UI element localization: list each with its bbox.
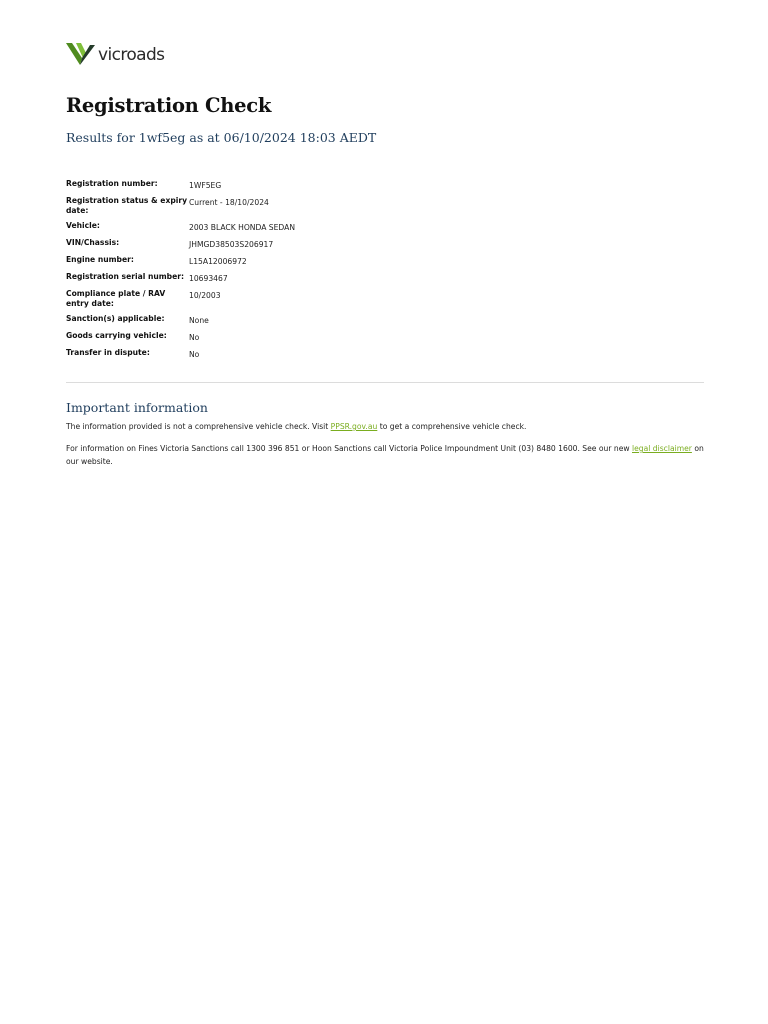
detail-label: Transfer in dispute:: [66, 348, 150, 357]
detail-value: No: [189, 350, 200, 359]
detail-row-transfer-dispute: [66, 348, 466, 360]
detail-value: Current - 18/10/2024: [189, 198, 269, 207]
registration-details: [66, 179, 466, 365]
detail-label: Registration number:: [66, 179, 158, 188]
vicroads-chevron-icon: [66, 41, 96, 67]
detail-value: JHMGD38503S206917: [189, 240, 274, 249]
detail-row-sanctions: [66, 314, 466, 326]
important-information-heading: Important information: [66, 400, 208, 415]
detail-row-vin: [66, 238, 466, 250]
detail-row-registration-number: [66, 179, 466, 191]
results-subtitle: Results for 1wf5eg as at 06/10/2024 18:03 AEDT: [66, 130, 377, 145]
detail-label: Compliance plate / RAV entry date:: [66, 289, 166, 308]
detail-label: Registration serial number:: [66, 272, 185, 281]
detail-label: Registration status & expiry date:: [66, 196, 188, 215]
para2-text-before: For information on Fines Victoria Sanctions call 1300 396 851 or Hoon Sanctions call Victoria Police Impoundment Unit (03) 8480 1600. See our new: [66, 444, 632, 453]
detail-value: L15A12006972: [189, 257, 247, 266]
logo-wordmark: vicroads: [98, 44, 165, 65]
detail-label: VIN/Chassis:: [66, 238, 120, 247]
detail-value: No: [189, 333, 200, 342]
vicroads-logo: [66, 41, 164, 67]
detail-label: Engine number:: [66, 255, 134, 264]
detail-row-registration-status: [66, 196, 466, 216]
detail-row-serial-number: [66, 272, 466, 284]
important-info-paragraph-1: [66, 421, 704, 434]
legal-disclaimer-link[interactable]: legal disclaimer: [632, 444, 692, 453]
detail-row-engine-number: [66, 255, 466, 267]
detail-value: 2003 BLACK HONDA SEDAN: [189, 223, 296, 232]
para1-text-before: The information provided is not a comprehensive vehicle check. Visit: [66, 422, 331, 431]
para1-text-after: to get a comprehensive vehicle check.: [377, 422, 527, 431]
detail-value: 10/2003: [189, 291, 221, 300]
ppsr-link[interactable]: PPSR.gov.au: [330, 422, 378, 431]
detail-row-vehicle: [66, 221, 466, 233]
detail-label: Vehicle:: [66, 221, 100, 230]
page-title: Registration Check: [66, 94, 272, 117]
detail-row-compliance-plate: [66, 289, 466, 309]
detail-row-goods-carrying: [66, 331, 466, 343]
detail-value: None: [189, 316, 209, 325]
section-divider: [66, 382, 704, 383]
detail-value: 1WF5EG: [189, 181, 222, 190]
detail-label: Sanction(s) applicable:: [66, 314, 165, 323]
important-info-paragraph-2: [66, 443, 704, 468]
para2-text-after: on our website.: [66, 444, 704, 466]
detail-value: 10693467: [189, 274, 228, 283]
detail-label: Goods carrying vehicle:: [66, 331, 167, 340]
